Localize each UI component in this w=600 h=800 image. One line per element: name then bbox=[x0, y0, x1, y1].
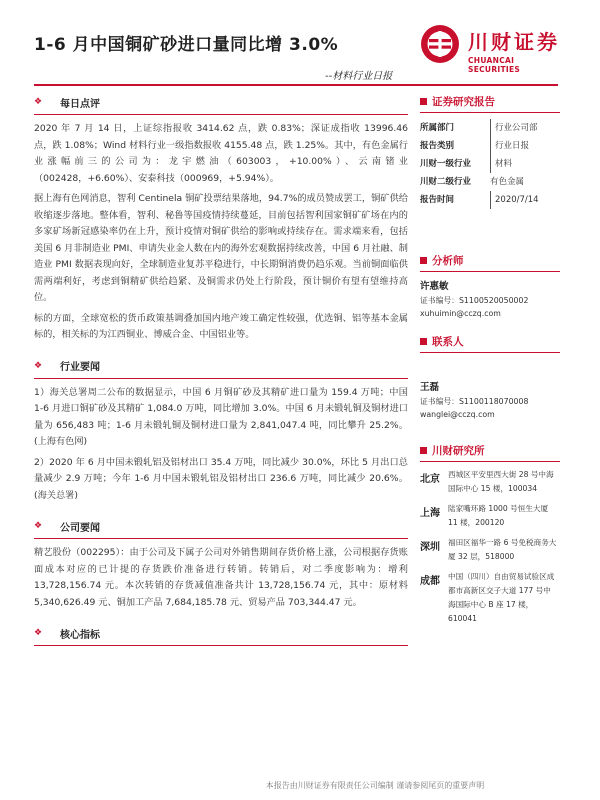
company-paragraph: 精艺股份（002295）：由于公司及下属子公司对外销售期间存货价格上涨，公司根据存货账面成本对应的已计提的存货跌价准备进行转销。转销后，对二季度影响为：增利 13,728,156.74 元。本次转销的存货减值准备共计 13,728,156.74 元，其中：原材料 5,340,626.49 元、铜加工产品 7,684,185.78 元、贸易产品 703,344.47 元。 bbox=[34, 547, 408, 608]
report-info-row: 川财二级行业 有色金属 bbox=[420, 177, 525, 187]
square-bullet-icon bbox=[420, 257, 427, 264]
square-bullet-icon bbox=[420, 447, 427, 454]
contact-name: 王磊 bbox=[420, 382, 440, 393]
analyst-heading: 分析师 bbox=[420, 251, 560, 269]
sidebar-divider bbox=[420, 461, 560, 462]
logo-text-en: CHUANCAI SECURITIES bbox=[468, 56, 521, 74]
daily-paragraph: 2020 年 7 月 14 日，上证综指报收 3414.62 点，跌 0.83%；深证成指收 13996.46 点，跌 1.08%；Wind 材料行业一级指数报收 4155.48 点，跌 1.25%。其中，有色金属行业涨幅前三的公司为：龙宇燃油（603003，+10.00%）、云南锗业（002428，+6.60%）、安泰科技（000969，+5.94%）。 bbox=[34, 123, 408, 184]
industry-paragraph: 1）海关总署周二公布的数据显示，中国 6 月铜矿砂及其精矿进口量为 159.4 万吨；中国 1-6 月进口铜矿砂及其精矿 1,084.0 万吨，同比增加 3.0%。中国 6 月未锻轧铜及铜材进口量为 656,483 吨；1-6 月未锻轧铜及铜材进口量为 2,841,047.4 吨，同比攀升 25.2%。(上海有色网) bbox=[34, 386, 408, 447]
daily-paragraph: 据上海有色网消息，智利 Centinela 铜矿投票结果落地，94.7%的成员赞成罢工，铜矿供给收缩逐步落地。整体看，智利、秘鲁等国疫情持续蔓延，目前包括智利国家铜矿矿场在内的多家矿场新冠感染率仍在上升，预计疫情对铜矿供给的影响或持续存在。需求端来看，包括美国 6 月非制造业 PMI、申请失业金人数在内的海外宏观数据持续改善，中国 6 月社融、制造业 PMI 数据表现向好，全球制造业复苏平稳进行，中长期铜消费仍趋乐观。当前铜面临供需两端利好，考虑到铜精矿供给趋紧、及铜需求仍处上行阶段，预计铜价有望有望维持高位。 bbox=[34, 193, 408, 303]
contact-email[interactable]: wanglei@cczq.com bbox=[420, 410, 495, 419]
diamond-bullet-icon: ❖ bbox=[34, 628, 43, 638]
office-shanghai: 上海 陆家嘴环路 1000 号恒生大厦 11 楼，200120 bbox=[420, 504, 549, 527]
contact-heading: 联系人 bbox=[420, 332, 560, 350]
report-info-row: 报告时间 2020/7/14 bbox=[420, 191, 560, 209]
section-company-heading: ❖ 公司要闻 bbox=[34, 521, 100, 534]
company-logo bbox=[420, 22, 560, 74]
page-subtitle: --材料行业日报 bbox=[325, 71, 393, 82]
analyst-name: 许惠敏 bbox=[420, 281, 449, 292]
daily-paragraph: 标的方面，全球宽松的货币政策基调叠加国内地产竣工确定性较强，优选铜、铝等基本金属标的，相关标的为江西铜业、博威合金、中国铝业等。 bbox=[34, 312, 408, 340]
sidebar-divider bbox=[420, 112, 560, 113]
page-title: 1-6 月中国铜矿砂进口量同比增 3.0% bbox=[34, 35, 339, 55]
analyst-cert: 证书编号：S1100520050002 bbox=[420, 296, 529, 305]
section-divider bbox=[34, 378, 408, 379]
section-divider bbox=[34, 538, 408, 539]
page-footer bbox=[0, 780, 600, 791]
office-beijing: 北京 西城区平安里西大街 28 号中海国际中心 15 楼，100034 bbox=[420, 470, 554, 493]
sidebar-divider bbox=[420, 271, 560, 272]
main-content bbox=[34, 92, 408, 652]
section-core-heading: ❖ 核心指标 bbox=[34, 628, 100, 641]
report-info-heading: 证券研究报告 bbox=[420, 92, 560, 110]
sidebar bbox=[420, 92, 560, 632]
disclaimer-text: 本报告由川财证券有限责任公司编制 谨请参阅尾页的重要声明 bbox=[265, 781, 485, 790]
office-chengdu: 成都 中国（四川）自由贸易试验区成都市高新区交子大道 177 号中海国际中心 B 座 17 楼，610041 bbox=[420, 572, 555, 623]
logo-mark-icon bbox=[420, 24, 460, 64]
section-daily-heading: ❖ 每日点评 bbox=[34, 97, 100, 110]
industry-paragraph: 2）2020 年 6 月中国未锻轧铝及铝材出口 35.4 万吨，同比减少 30.0%，环比 5 月出口总量减少 2.9 万吨；今年 1-6 月中国未锻轧铝及铝材出口 236.6 万吨，同比减少 20.6%。(海关总署) bbox=[34, 456, 408, 501]
section-industry-heading: ❖ 行业要闻 bbox=[34, 360, 100, 373]
report-info-row: 所属部门 行业公司部 bbox=[420, 119, 560, 137]
institute-heading: 川财研究所 bbox=[420, 441, 560, 459]
analyst-email[interactable]: xuhuimin@cczq.com bbox=[420, 309, 501, 318]
contact-cert: 证书编号：S1100118070008 bbox=[420, 397, 529, 406]
diamond-bullet-icon: ❖ bbox=[34, 97, 43, 107]
diamond-bullet-icon: ❖ bbox=[34, 360, 43, 371]
title-divider bbox=[34, 84, 558, 86]
logo-text-cn: 川财证券 bbox=[468, 30, 560, 54]
diamond-bullet-icon: ❖ bbox=[34, 521, 43, 531]
office-shenzhen: 深圳 福田区福华一路 6 号免税商务大厦 32 层，518000 bbox=[420, 538, 557, 561]
sidebar-divider bbox=[420, 352, 560, 353]
square-bullet-icon bbox=[420, 98, 427, 105]
section-divider bbox=[34, 114, 408, 115]
report-info-row: 报告类别 行业日报 bbox=[420, 137, 560, 155]
report-info-row: 川财一级行业 材料 bbox=[420, 155, 560, 173]
section-divider bbox=[34, 645, 408, 646]
square-bullet-icon bbox=[420, 338, 427, 345]
